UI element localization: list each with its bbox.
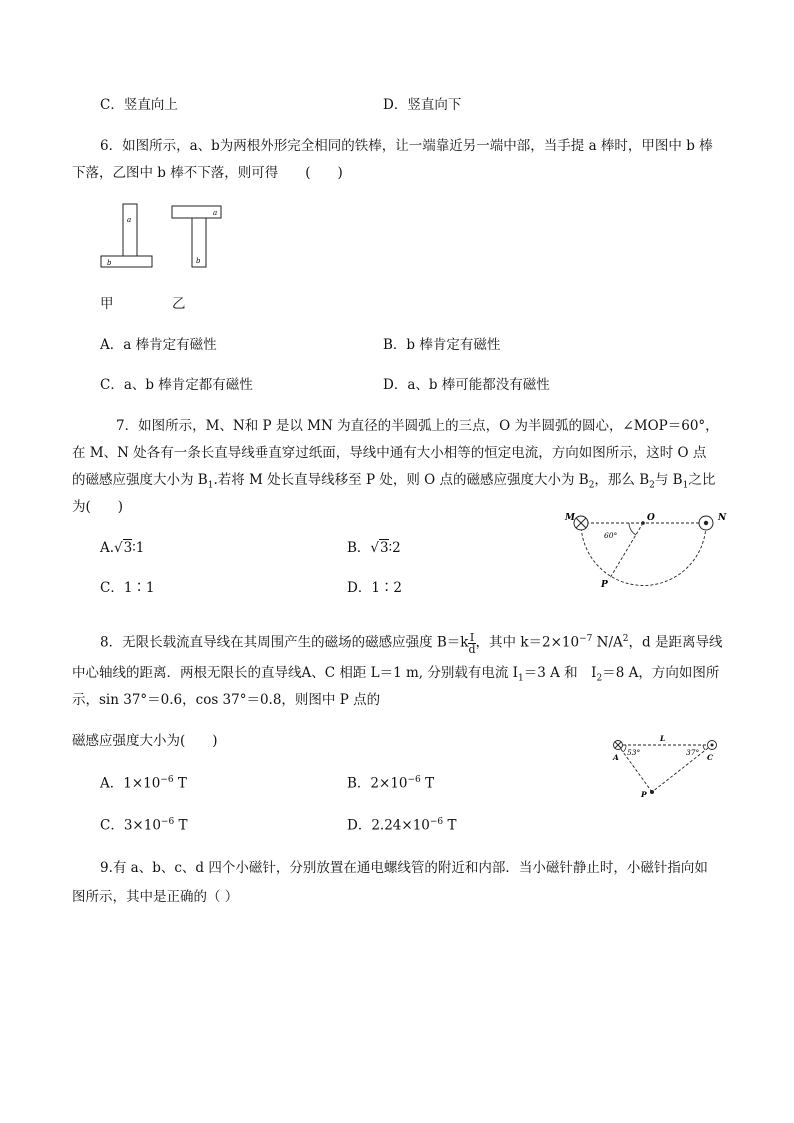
q9-stem-line1: 9.有 a、b、c、d 四个小磁针，分别放置在通电螺线管的附近和内部．当小磁针静止时，小磁针指向如 (100, 860, 708, 876)
q8-label-l: L (660, 734, 666, 743)
q7-angle-label: 60° (604, 531, 618, 540)
q7-label-o: O (647, 513, 655, 523)
q8-option-d: D．$2.24\times 10^{-6}$ T (347, 817, 457, 834)
q7-label-n: N (718, 513, 727, 523)
q7-figure (558, 505, 738, 595)
q6-option-a: A．a 棒肯定有磁性 (100, 337, 217, 353)
q7-option-a: A.√3∶1 (100, 540, 145, 556)
q8-angle-c-label: 37° (686, 748, 700, 757)
q7-wire-n-out-of-page-icon (699, 516, 713, 530)
q8-figure (606, 730, 726, 800)
q8-option-b: B．$2\times 10^{-6}$ T (347, 775, 435, 792)
q8-label-p: P (641, 790, 647, 799)
q8-option-a: A．$1\times 10^{-6}$ T (100, 775, 187, 792)
q8-option-c: C．$3\times 10^{-6}$ T (100, 817, 188, 834)
q8-fraction: $\frac{I}{d}$ (468, 630, 476, 656)
q8-label-a: A (613, 753, 619, 762)
q6-yi-bar-a-label: a (213, 209, 218, 217)
q7-label-p: P (601, 580, 608, 590)
q6-figure-label-yi: 乙 (172, 296, 186, 312)
q8-point-p (650, 790, 654, 794)
q8-angle-a-label: 53° (627, 748, 641, 757)
q8-wire-a-into-page-icon (614, 741, 623, 750)
q7-stem-line1: 7．如图所示，M、N和 P 是以 MN 为直径的半圆弧上的三点，O 为半圆弧的圆心，∠MOP＝60°， (116, 418, 719, 434)
q7-stem-line4: 为( ) (72, 499, 124, 515)
q6-jia-bar-a-label: a (127, 216, 132, 224)
q7-label-m: M (565, 513, 575, 523)
q8-stem-line3: 示，sin 37°＝0.6，cos 37°＝0.8，则图中 P 点的 (72, 692, 381, 708)
q7-wire-m-into-page-icon (574, 516, 588, 530)
q7-option-c: C．1∶1 (100, 580, 155, 596)
q6-option-c: C．a、b 棒肯定都有磁性 (100, 377, 253, 393)
q8-wire-c-out-of-page-icon (708, 741, 717, 750)
q6-option-b: B．b 棒肯定有磁性 (383, 337, 501, 353)
q6-yi-bar-b-label: b (196, 257, 201, 265)
q8-stem-line4: 磁感应强度大小为( ) (72, 733, 218, 749)
q7-option-b: B．√3∶2 (347, 540, 401, 556)
q7-stem-line2: 在 M、N 处各有一条长直导线垂直穿过纸面，导线中通有大小相等的恒定电流，方向如图所示，这时 O 点 (72, 445, 707, 461)
q7-stem-line3: 的磁感应强度大小为 $B_1$.若将 M 处长直导线移至 P 处，则 O 点的磁感应强度大小为 $B_2$，那么 $B_2$与 $B_1$之比 (72, 472, 716, 491)
q6-figure-label-jia: 甲 (100, 296, 114, 312)
q6-stem-line2: 下落，乙图中 b 棒不下落，则可得 ( ) (72, 165, 343, 181)
q9-stem-line2: 图所示，其中是正确的（ ） (72, 889, 239, 905)
q5-option-d: D．竖直向下 (383, 97, 462, 113)
q6-figure (95, 198, 235, 276)
q7-option-d: D．1∶2 (347, 580, 403, 596)
q8-label-c: C (707, 753, 713, 762)
q8-stem-line1: 8．无限长载流直导线在其周围产生的磁场的磁感应强度 B＝k $\frac{I}{d}$ ，其中 $k=2\times 10^{-7}$ $N/A^2$，d 是距离导线 (100, 630, 723, 656)
q8-stem-line2: 中心轴线的距离．两根无限长的直导线A、C 相距 L＝1 m, 分别载有电流 $I_1=3$ A 和 $I_2=8$ A，方向如图所 (72, 665, 720, 684)
q5-option-c: C．竖直向上 (100, 97, 178, 113)
q6-stem-line1: 6．如图所示，a、b为两根外形完全相同的铁棒，让一端靠近另一端中部，当手提 a 棒时，甲图中 b 棒 (100, 138, 713, 154)
q7-point-o (641, 521, 645, 525)
q6-jia-bar-b-label: b (107, 259, 112, 267)
q6-option-d: D．a、b 棒可能都没有磁性 (383, 377, 550, 393)
q6-jia-bar-a (123, 204, 137, 256)
